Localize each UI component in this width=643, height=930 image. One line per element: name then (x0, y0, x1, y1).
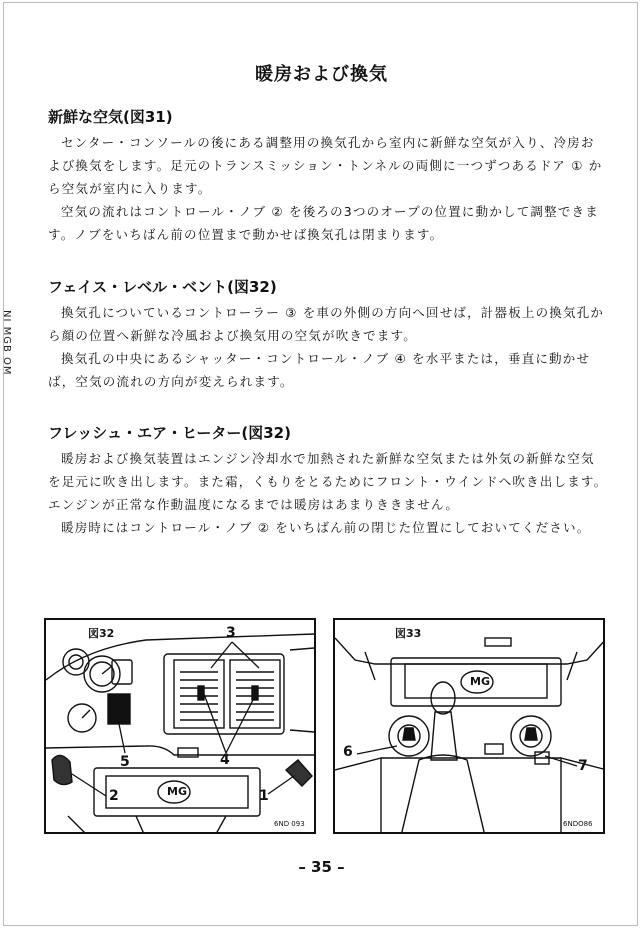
paragraph: 換気孔の中央にあるシャッター・コントロール・ノブ ④ を水平または，垂直に動かせば，空気の流れの方向が変えられます。 (48, 351, 591, 389)
callout-2: 2 (109, 788, 119, 804)
paragraph: 換気孔についているコントローラー ③ を車の外側の方向へ回せば，計器板上の換気孔から顔の位置へ新鮮な冷風および換気用の空気が吹きでます。 (48, 305, 605, 343)
callout-5: 5 (120, 754, 130, 770)
mg-emblem: MG (470, 675, 490, 688)
section-heading-fresh-air-heater: フレッシュ・エア・ヒーター(図32) (48, 424, 291, 442)
paragraph: 空気の流れはコントロール・ノブ ② を後ろの3つのオープの位置に動かして調整できます。ノブをいちばん前の位置まで動かせば換気孔は閉まります。 (48, 204, 599, 242)
callout-6: 6 (343, 744, 353, 760)
section-heading-face-level-vent: フェイス・レベル・ベント(図32) (48, 278, 277, 296)
callout-3: 3 (226, 625, 236, 641)
page-title: 暖房および換気 (255, 64, 388, 85)
section-heading-fresh-air: 新鮮な空気(図31) (48, 108, 173, 126)
figure-code: 6ND 093 (274, 820, 305, 828)
paragraph: センター・コンソールの後にある調整用の換気孔から室内に新鮮な空気が入り、冷房および換気をします。足元のトランスミッション・トンネルの両側に一つずつあるドア ① から空気が室内に入ります。 (48, 135, 603, 196)
margin-annotation: NI MGB OM (1, 310, 12, 376)
figure-33 (333, 618, 605, 834)
callout-7: 7 (578, 758, 588, 774)
figure-label: 図32 (88, 627, 115, 640)
paragraph: 暖房時にはコントロール・ノブ ② をいちばん前の閉じた位置にしておいてください。 (61, 520, 591, 535)
callout-1: 1 (259, 788, 269, 804)
section-body-fresh-air (48, 131, 608, 246)
figure-32 (44, 618, 316, 834)
section-body-fresh-air-heater (48, 447, 608, 539)
dashboard-illustration (46, 620, 316, 834)
figure-code: 6NDO86 (563, 820, 593, 828)
callout-4: 4 (220, 752, 230, 768)
figure-label: 図33 (395, 627, 422, 640)
page-number: – 35 – (298, 858, 345, 876)
mg-emblem: MG (167, 785, 187, 798)
center-console-illustration (335, 620, 605, 834)
paragraph: 暖房および換気装置はエンジン冷却水で加熱された新鮮な空気または外気の新鮮な空気を足元に吹き出します。また霜，くもりをとるためにフロント・ウインドへ吹き出します。エンジンが正常な作動温度になるまでは暖房はあまりききません。 (48, 451, 608, 512)
section-body-face-level-vent (48, 301, 608, 393)
